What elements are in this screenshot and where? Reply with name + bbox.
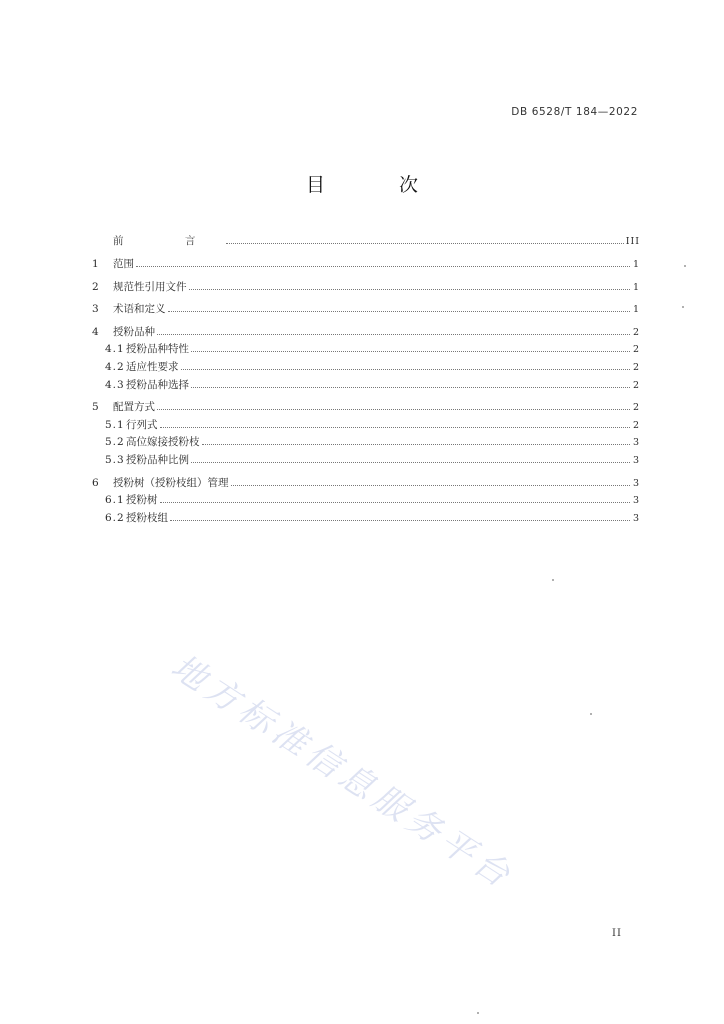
toc-entry-title: 授粉枝组 (126, 512, 168, 524)
toc-subentry[interactable] (92, 435, 640, 451)
dot-leader (136, 266, 630, 267)
toc-entry-page: 2 (632, 361, 640, 373)
watermark: 地方标准信息服务平台 (163, 646, 522, 899)
dot-leader (191, 387, 630, 388)
toc-entry[interactable] (92, 232, 640, 250)
dot-leader (160, 502, 631, 503)
toc-entry-number: 5.2 (105, 436, 125, 449)
dot-leader (226, 243, 623, 244)
toc-entry-page: 3 (632, 477, 640, 489)
dot-leader (181, 369, 631, 370)
dot-leader (157, 334, 630, 335)
toc-subentry[interactable] (92, 493, 640, 509)
toc-entry-number: 2 (92, 280, 100, 293)
toc-entry-page: 2 (632, 344, 640, 356)
toc-subentry[interactable] (92, 342, 640, 358)
toc-entry-number: 4.1 (105, 343, 125, 356)
dot-leader (168, 311, 631, 312)
toc-entry-title: 行列式 (126, 418, 158, 431)
toc-entry[interactable] (92, 400, 640, 416)
toc-entry-page: 2 (632, 402, 640, 414)
toc-entry-page: 3 (632, 437, 640, 449)
dot-leader (202, 444, 631, 445)
dot-leader (160, 427, 631, 428)
scan-speck (684, 265, 686, 267)
toc-entry-title: 授粉品种 (113, 325, 155, 338)
toc-entry-title: 范围 (113, 258, 134, 270)
toc-entry-page: 3 (632, 455, 640, 467)
scan-speck (552, 579, 554, 581)
toc-title: 目 次 (305, 174, 453, 196)
toc-entry[interactable] (92, 302, 640, 318)
toc-entry-page: 1 (632, 259, 640, 270)
toc-entry-number: 6.2 (105, 512, 125, 524)
scan-speck (590, 713, 592, 715)
toc-entry-number: 6 (92, 476, 100, 489)
toc-entry[interactable] (92, 325, 640, 341)
dot-leader (231, 485, 631, 486)
toc-entry-number: 5.3 (105, 454, 125, 467)
toc-entry-title: 授粉树（授粉枝组）管理 (113, 476, 229, 489)
toc-entry-page: 1 (632, 281, 640, 293)
dot-leader (189, 289, 631, 290)
toc-subentry[interactable] (92, 453, 640, 469)
toc-entry-title: 术语和定义 (113, 303, 166, 315)
toc-entry-title: 规范性引用文件 (113, 280, 187, 293)
toc-entry-page: 2 (632, 379, 640, 391)
toc-entry-number: 4.2 (105, 360, 125, 373)
toc-subentry[interactable] (92, 511, 640, 527)
toc-entry-page: 1 (632, 304, 640, 315)
toc-entry[interactable] (92, 280, 640, 296)
scan-speck (682, 306, 684, 308)
standard-number: DB 6528/T 184—2022 (511, 106, 638, 118)
page-number: II (612, 928, 622, 939)
toc-entry-title: 授粉树 (126, 494, 158, 507)
toc-entry-page: 3 (632, 513, 640, 524)
toc-entry-number: 5 (92, 401, 100, 414)
toc-entry[interactable] (92, 257, 640, 273)
toc-entry[interactable] (92, 476, 640, 492)
toc-entry-page: 3 (632, 495, 640, 507)
toc-entry-title: 适应性要求 (126, 360, 179, 373)
toc-entry-number: 3 (92, 303, 100, 315)
dot-leader (191, 462, 630, 463)
toc-entry-title: 前 言 (113, 235, 225, 247)
dot-leader (157, 409, 630, 410)
toc-entry-page: III (625, 236, 640, 247)
toc-subentry[interactable] (92, 360, 640, 376)
toc-entry-title: 配置方式 (113, 401, 155, 414)
toc-entry-number: 5.1 (105, 418, 125, 431)
scan-speck (477, 1012, 479, 1014)
toc-entry-number: 4.3 (105, 378, 125, 391)
toc-entry-title: 授粉品种特性 (126, 343, 189, 356)
toc-list (92, 232, 640, 527)
toc-subentry[interactable] (92, 418, 640, 434)
toc-entry-number: 1 (92, 258, 100, 270)
toc-entry-page: 2 (632, 419, 640, 431)
toc-subentry[interactable] (92, 378, 640, 394)
toc-entry-number: 6.1 (105, 494, 125, 507)
toc-entry-page: 2 (632, 326, 640, 338)
toc-entry-title: 授粉品种选择 (126, 378, 189, 391)
toc-entry-number: 4 (92, 325, 100, 338)
dot-leader (170, 520, 630, 521)
dot-leader (191, 351, 630, 352)
toc-entry-title: 授粉品种比例 (126, 454, 189, 467)
toc-entry-title: 高位嫁接授粉枝 (126, 436, 200, 449)
